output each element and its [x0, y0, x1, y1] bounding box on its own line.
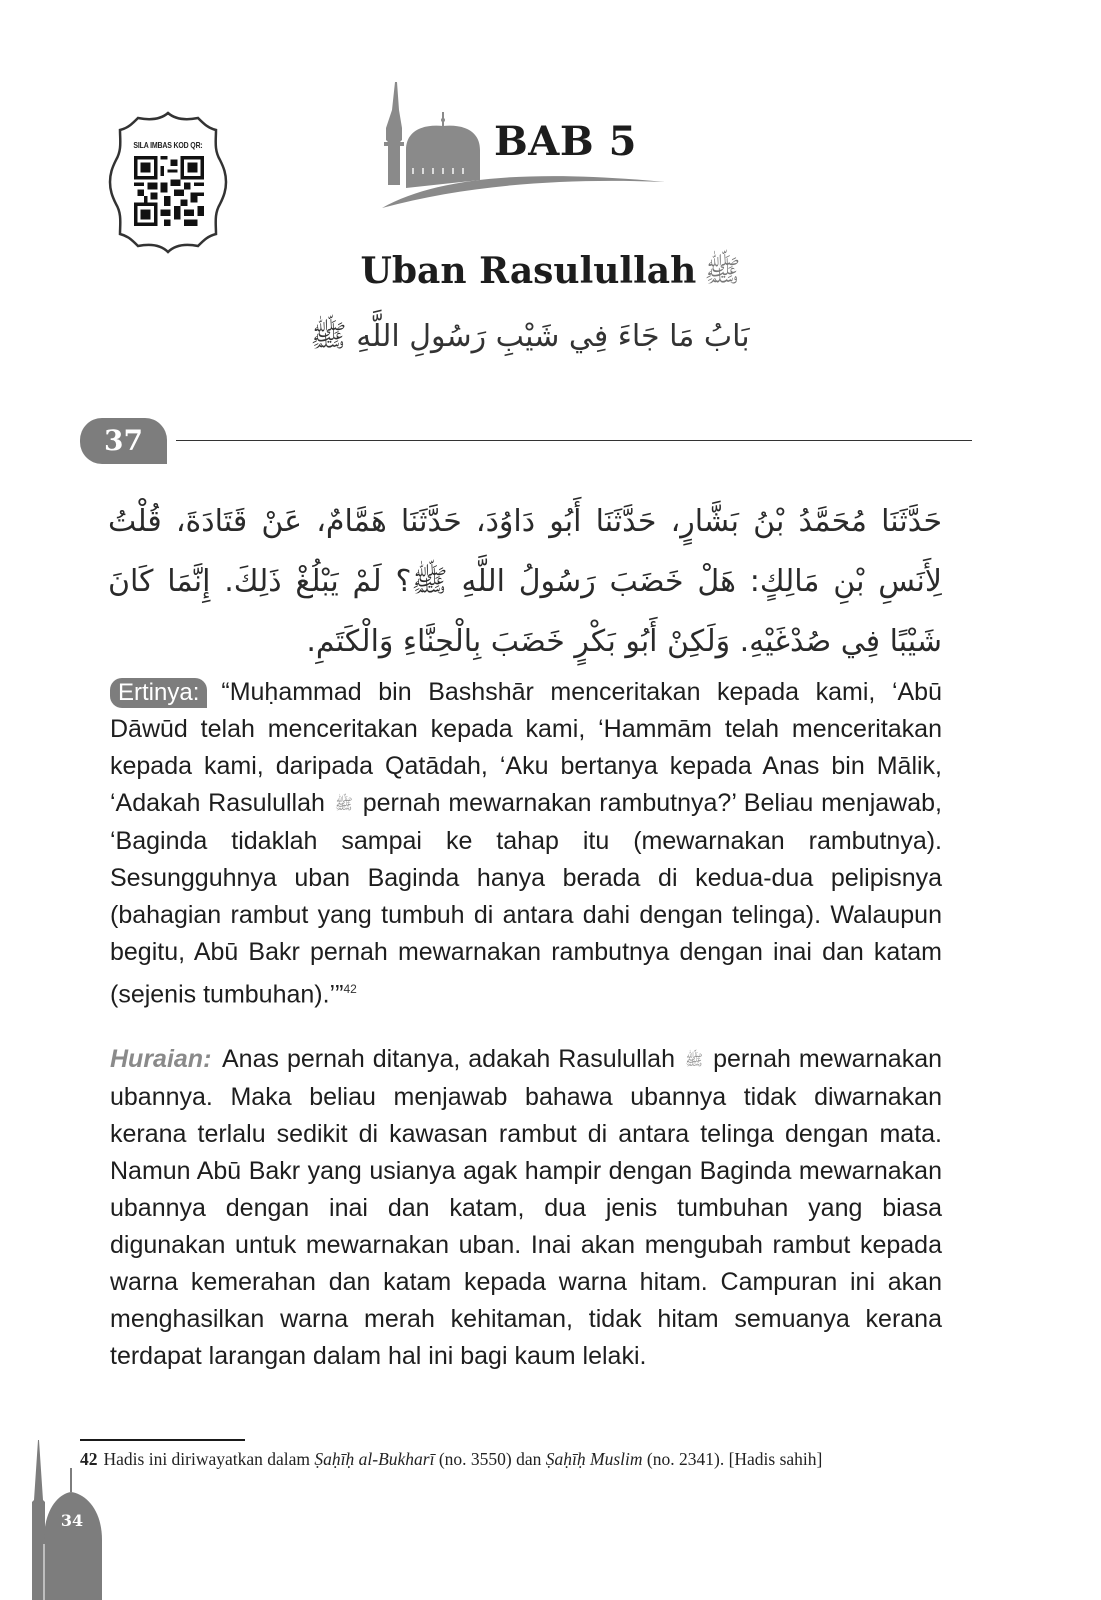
footnote-number: 42	[80, 1449, 98, 1469]
qr-label: SILA IMBAS KOD QR:	[133, 140, 203, 150]
arabic-hadith-text: حَدَّثَنَا مُحَمَّدُ بْنُ بَشَّارٍ، حَدَّثَنَا أَبُو دَاوُدَ، حَدَّثَنَا هَمَّامٌ، عَنْ قَتَادَةَ، قُلْتُ لِأَنَسِ بْنِ مَالِكٍ: هَلْ خَضَبَ رَسُولُ اللَّهِ ﷺ؟ لَمْ يَبْلُغْ ذَلِكَ. إِنَّمَا كَانَ شَيْبًا فِي صُدْغَيْهِ. وَلَكِنْ أَبُو بَكْرٍ خَضَبَ بِالْحِنَّاءِ وَالْكَتَمِ.	[108, 504, 942, 659]
salawat-icon: ﷺ	[704, 253, 741, 289]
hadith-number-badge: 37	[80, 418, 167, 464]
translation-label: Ertinya:	[110, 678, 207, 708]
page-title	[0, 250, 1101, 296]
footnote-book-1: Ṣaḥīḥ al-Bukharī	[314, 1449, 435, 1469]
translation-paragraph	[110, 674, 942, 1013]
qr-code-icon[interactable]	[134, 156, 204, 226]
footnote-text-3: (no. 2341). [Hadis sahih]	[642, 1449, 823, 1469]
explanation-text-part2: pernah mewarnakan ubannya. Maka beliau menjawab bahawa ubannya tidak diwarnakan kerana terlalu sedikit di kawasan rambut di antara telinga dengan mata. Namun Abū Bakr yang usianya agak hampir dengan Baginda mewarnakan ubannya dengan inai dan katam, dua jenis tumbuhan yang biasa digunakan untuk mewarnakan uban. Inai akan mengubah rambut kepada warna kemerahan dan katam kepada warna hitam. Campuran ini akan menghasilkan warna merah kehitaman, tidak hitam semuanya kerana terdapat larangan dalam hal ini bagi kaum lelaki.	[110, 1045, 942, 1370]
salawat-icon: ﷺ	[684, 1050, 704, 1069]
arabic-title: بَابُ مَا جَاءَ فِي شَيْبِ رَسُولِ اللَّهِ ﷺ	[310, 319, 750, 354]
divider	[176, 440, 972, 441]
chapter-label: BAB 5	[494, 118, 637, 165]
footnote-text-2: (no. 3550) dan	[434, 1449, 546, 1469]
footnote-book-2: Ṣaḥīḥ Muslim	[545, 1449, 643, 1469]
explanation-label: Huraian:	[110, 1045, 212, 1073]
translation-text-part1: “Muḥammad bin Bashshār menceritakan kepada kami, ‘Abū Dāwūd telah menceritakan kepada kami, ‘Hammām telah menceritakan kepada kami, daripada Qatādah, ‘Aku bertanya kepada Anas bin Mālik, ‘Adakah Rasulullah	[110, 678, 942, 817]
footnote	[80, 1449, 980, 1470]
page-number: 34	[60, 1511, 84, 1530]
explanation-text-part1: Anas pernah ditanya, adakah Rasulullah	[222, 1045, 675, 1073]
qr-code-badge[interactable]	[108, 110, 228, 255]
salawat-icon: ﷺ	[334, 794, 353, 813]
footnote-reference[interactable]: 42	[343, 981, 357, 996]
footnote-text-1: Hadis ini diriwayatkan dalam	[103, 1449, 315, 1469]
footnote-divider	[80, 1439, 245, 1441]
explanation-paragraph	[110, 1041, 942, 1375]
page-title-text: Uban Rasulullah	[360, 250, 697, 292]
translation-text-part2: pernah mewarnakan rambutnya?’ Beliau menjawab, ‘Baginda tidaklah sampai ke tahap itu (mewarnakan rambutnya). Sesungguhnya uban Baginda hanya berada di kedua-dua pelipisnya (bahagian rambut yang tumbuh di antara dahi dengan telinga). Walaupun begitu, Abū Bakr pernah mewarnakan rambutnya dengan inai dan katam (sejenis tumbuhan).’”	[110, 789, 942, 1009]
